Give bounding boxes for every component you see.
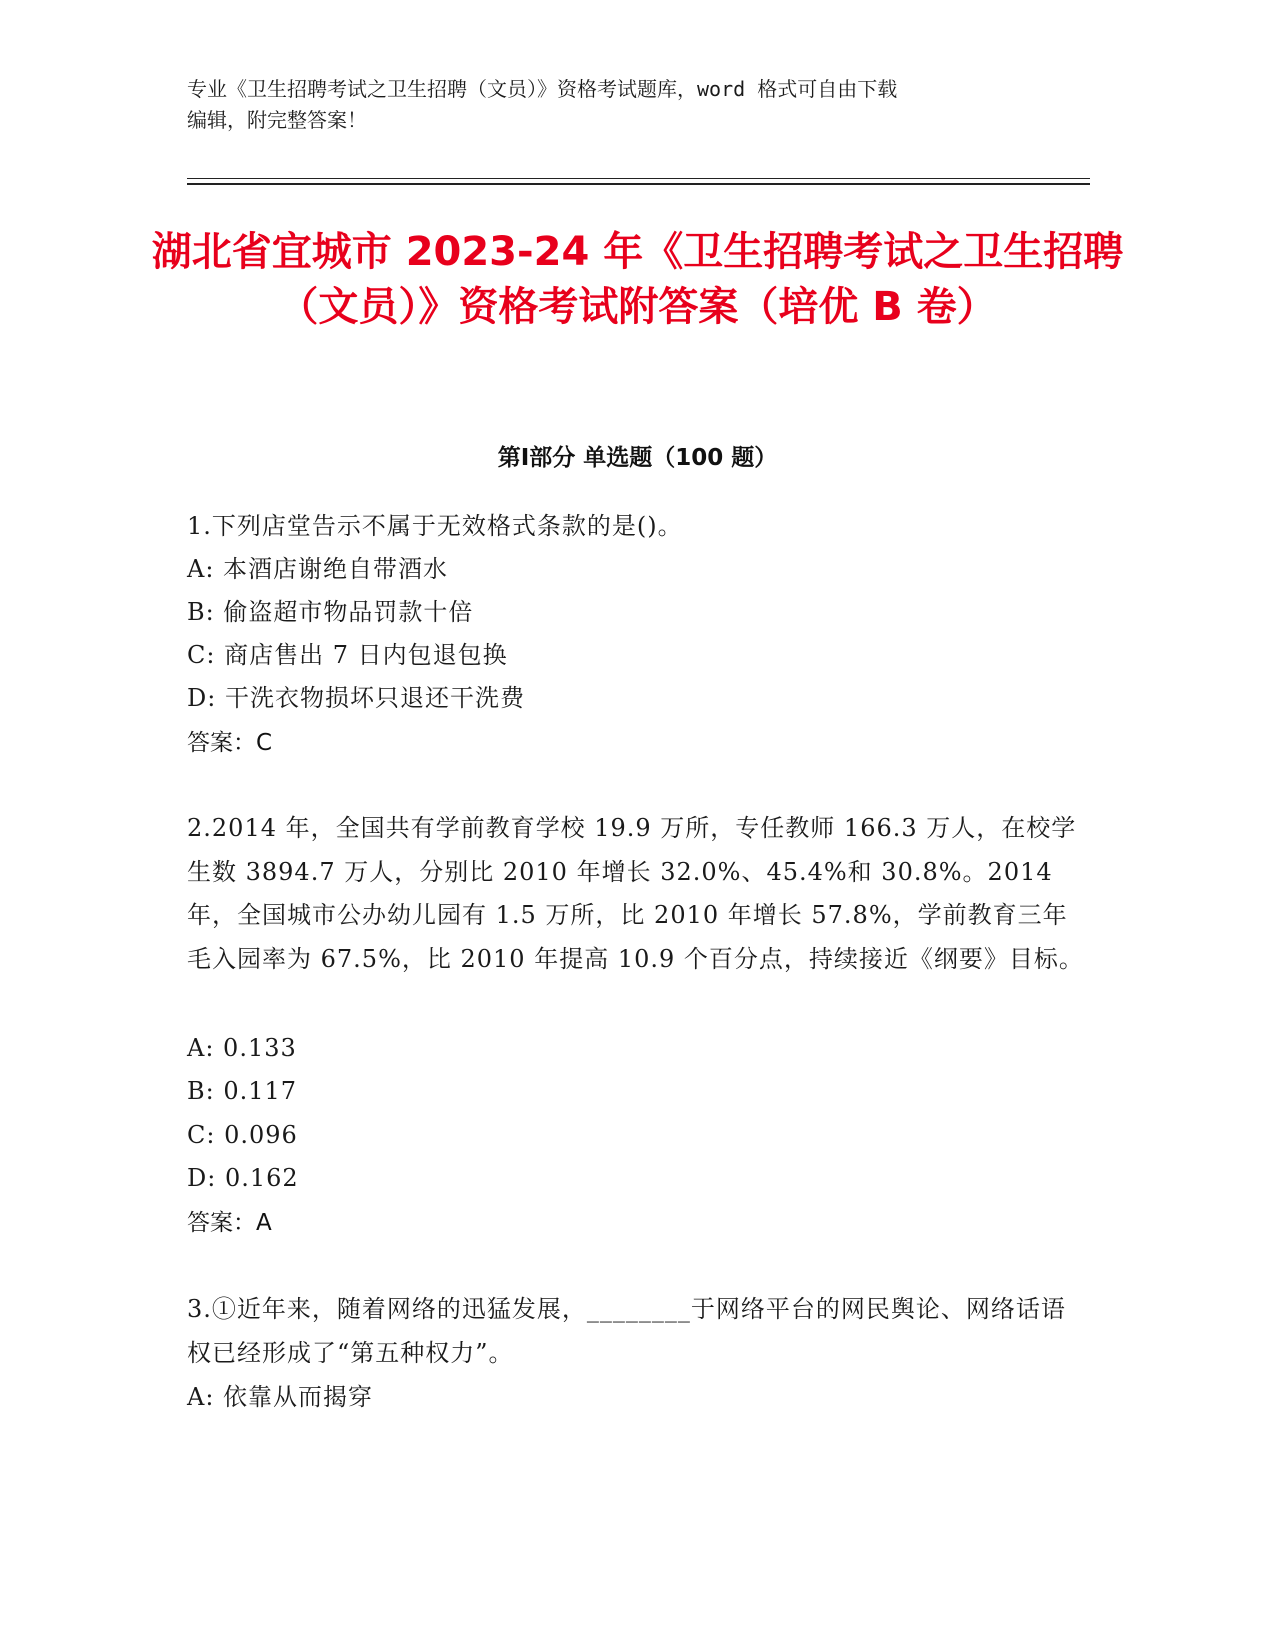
question-1-option-c: C: 商店售出 7 日内包退包换 (187, 641, 508, 669)
question-2-option-b: B: 0.117 (187, 1077, 298, 1105)
document-header: 专业《卫生招聘考试之卫生招聘（文员）》资格考试题库，word 格式可自由下载 编辑，附完整答案！ (187, 77, 898, 132)
question-1-option-b: B: 偷盗超市物品罚款十倍 (187, 598, 474, 626)
question-1-option-a: A: 本酒店谢绝自带酒水 (187, 555, 449, 583)
question-2-option-d: D: 0.162 (187, 1164, 299, 1192)
section-heading: 第Ⅰ部分 单选题（100 题） (497, 445, 778, 471)
question-2-stem: 2.2014 年，全国共有学前教育学校 19.9 万所，专任教师 166.3 万人，在校学生数 3894.7 万人，分别比 2010 年增长 32.0%、45.4%和 30.8%。2014 年，全国城市公办幼儿园有 1.5 万所，比 2010 年增长 57.8%，学前教育三年毛入园率为 67.5%，比 2010 年提高 10.9 个百分点，持续接近《纲要》目标。 (187, 814, 1084, 973)
document-title: 湖北省宜城市 2023-24 年《卫生招聘考试之卫生招聘（文员）》资格考试附答案（培优 B 卷） (151, 229, 1124, 330)
header-divider-thin (187, 178, 1090, 179)
question-1-stem: 1.下列店堂告示不属于无效格式条款的是()。 (187, 512, 683, 540)
question-3-stem: 3.①近年来，随着网络的迅猛发展，________于网络平台的网民舆论、网络话语权已经形成了“第五种权力”。 (187, 1295, 1066, 1367)
question-1-answer: 答案：C (187, 730, 273, 756)
question-3-option-a: A: 依靠从而揭穿 (187, 1383, 374, 1411)
question-2-answer: 答案：A (187, 1210, 272, 1236)
question-2-option-c: C: 0.096 (187, 1121, 298, 1149)
question-2-option-a: A: 0.133 (187, 1034, 297, 1062)
question-1-option-d: D: 干洗衣物损坏只退还干洗费 (187, 684, 525, 712)
header-divider-thick (187, 183, 1090, 185)
